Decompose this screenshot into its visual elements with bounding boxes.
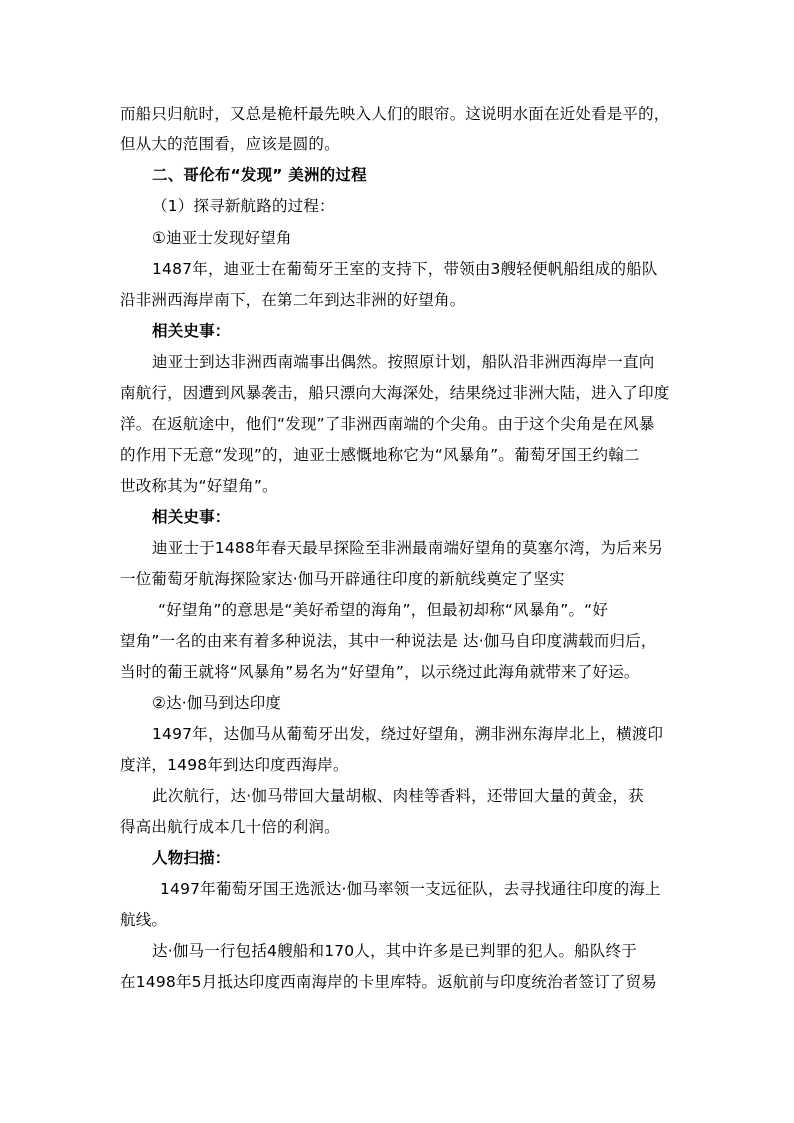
paragraph-line: 沿非洲西海岸南下，在第二年到达非洲的好望角。 bbox=[120, 291, 466, 309]
character-scan-heading: 人物扫描： bbox=[152, 849, 231, 867]
paragraph-line: 望角”一名的由来有着多种说法，其中一种说法是 达·伽马自印度满载而归后， bbox=[120, 632, 657, 650]
related-history-heading: 相关史事： bbox=[152, 322, 231, 340]
related-history-heading: 相关史事： bbox=[152, 508, 231, 526]
paragraph-line: 迪亚士于1488年春天最早探险至非洲最南端好望角的莫塞尔湾，为后来另 bbox=[152, 539, 664, 557]
paragraph-line: 一位葡萄牙航海探险家达·伽马开辟通往印度的新航线奠定了坚实 bbox=[120, 570, 565, 588]
paragraph-line: 世改称其为“好望角”。 bbox=[120, 477, 278, 495]
paragraph-line: 但从大的范围看，应该是圆的。 bbox=[120, 135, 340, 153]
topic-heading: ①迪亚士发现好望角 bbox=[152, 229, 292, 247]
paragraph-line: “好望角”的意思是“美好希望的海角”，但最初却称“风暴角”。“好 bbox=[158, 601, 609, 619]
paragraph-line: 1497年葡萄牙国王选派达·伽马率领一支远征队，去寻找通往印度的海上 bbox=[160, 880, 661, 898]
paragraph-line: 此次航行，达·伽马带回大量胡椒、肉桂等香料，还带回大量的黄金，获 bbox=[152, 787, 644, 805]
paragraph-line: 航线。 bbox=[120, 911, 168, 929]
paragraph-line: 度洋，1498年到达印度西海岸。 bbox=[120, 756, 349, 774]
paragraph-line: 在1498年5月抵达印度西南海岸的卡里库特。返航前与印度统治者签订了贸易 bbox=[120, 973, 658, 991]
paragraph-line: 当时的葡王就将“风暴角”易名为“好望角”，以示绕过此海角就带来了好运。 bbox=[120, 663, 640, 681]
subsection-heading: （1）探寻新航路的过程： bbox=[152, 197, 335, 215]
topic-heading: ②达·伽马到达印度 bbox=[152, 694, 282, 712]
paragraph-line: 1497年，达伽马从葡萄牙出发，绕过好望角，溯非洲东海岸北上，横渡印 bbox=[152, 725, 664, 743]
paragraph-line: 的作用下无意“发现”的，迪亚士感慨地称它为“风暴角”。葡萄牙国王约翰二 bbox=[120, 446, 640, 464]
paragraph-line: 达·伽马一行包括4艘船和170人，其中许多是已判罪的犯人。船队终于 bbox=[152, 942, 637, 960]
paragraph-line: 而船只归航时，又总是桅杆最先映入人们的眼帘。这说明水面在近处看是平的， bbox=[120, 105, 670, 123]
paragraph-line: 1487年，迪亚士在葡萄牙王室的支持下，带领由3艘轻便帆船组成的船队 bbox=[152, 260, 658, 278]
paragraph-line: 迪亚士到达非洲西南端事出偶然。按照原计划，船队沿非洲西海岸一直向 bbox=[152, 353, 655, 371]
paragraph-line: 得高出航行成本几十倍的利润。 bbox=[120, 818, 340, 836]
paragraph-line: 南航行，因遭到风暴袭击，船只漂向大海深处，结果绕过非洲大陆，进入了印度 bbox=[120, 384, 670, 402]
section-heading: 二、哥伦布“发现” 美洲的过程 bbox=[152, 166, 367, 184]
paragraph-line: 洋。在返航途中，他们“发现”了非洲西南端的个尖角。由于这个尖角是在风暴 bbox=[120, 415, 655, 433]
